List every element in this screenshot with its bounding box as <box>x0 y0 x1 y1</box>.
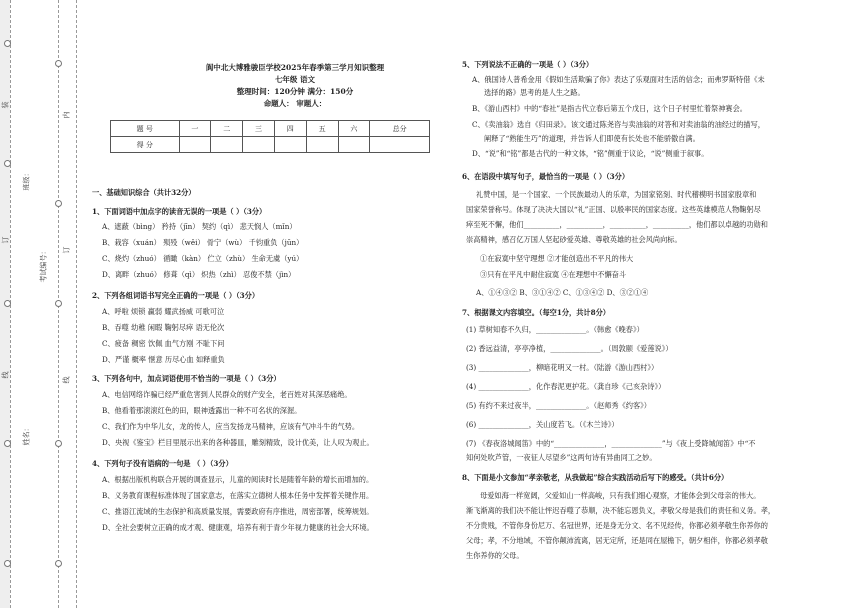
circle-mark <box>4 560 11 567</box>
question-stem: 2、下列各组词语书写完全正确的一项是（ ）（3分） <box>92 291 260 300</box>
sentence-choices: ①在寂寞中坚守理想 ②才能创造出不平凡的伟大 <box>480 254 634 263</box>
score-cell: 三 <box>243 121 275 137</box>
option-line: A、根据出版机构联合开展的调查显示，儿童的阅读时长是随着年龄的增长而增加的。 <box>102 475 374 484</box>
exam-title: 阆中北大博雅骏臣学校2025年春季第三学月知识整理 <box>205 63 385 72</box>
exam-number-field-label: 考试编号： <box>39 247 48 283</box>
passage-line: 崇高精神，感召亿万国人坚起砂爱英雄、尊敬英雄的社会风尚向标。 <box>466 235 682 244</box>
score-cell[interactable] <box>274 137 306 153</box>
passage-line: 生你养你的父母。 <box>466 551 524 560</box>
question-stem: 6、在语段中填写句子，最恰当的一项是（ ）（3分） <box>462 172 630 181</box>
option-line: A、呼啦 烦锁 赢弱 耀武扬威 可歌可泣 <box>102 307 225 316</box>
circle-mark <box>55 560 62 567</box>
option-line: A、遮蔽（bìng） 矜持（jīn） 契约（qì） 悲天悯人（mǐn） <box>102 222 297 231</box>
fill-line: (1) 草树知春不久归，______________。（韩愈《晚春》） <box>466 325 644 334</box>
passage-line: 礼赞中国，是一个国家、一个民族最动人的乐章，为国家铭刻、时代稽模明书国家殷章和 <box>476 190 757 199</box>
score-cell[interactable] <box>338 137 370 153</box>
score-cell[interactable] <box>243 137 275 153</box>
option-line: B、吞噬 幼稚 闲暇 鞠躬尽瘁 语无伦次 <box>102 323 225 332</box>
binding-mark: 内 <box>62 111 71 119</box>
fill-line: (3) ______________，柳暗花明又一村。（陆游《游山西村》） <box>466 363 659 372</box>
passage-line: 母爱如海一样宽阔，父爱如山一样高峻，只有我们细心观察，才能体会到父母亲的伟大。 <box>480 491 761 500</box>
score-cell[interactable] <box>179 137 211 153</box>
score-cell[interactable] <box>211 137 243 153</box>
option-line: C、烧灼（zhuó） 循瞰（kàn） 伫立（zhù） 生命无虞（yú） <box>102 254 304 263</box>
fill-line: (2) 香远益清，亭亭净植，______________。（周敦颐《爱莲说》） <box>466 344 673 353</box>
passage-line: 国家荣誉称号。体现了决决大国以“礼”正国、以殷率民的国家态度。这些英雄模范人物鞠躬尽 <box>466 205 761 214</box>
fill-line: (5) 有约不来过夜半，______________。（赵师秀《约客》） <box>466 401 651 410</box>
question-stem: 8、下面是小文参加“孝亲敬老，从我做起”综合实践活动后写下的感受。（共计6分） <box>462 473 729 482</box>
binding-mark: 线 <box>1 371 10 379</box>
question-stem: 5、下列说法不正确的一项是（ ）（3分） <box>462 60 594 69</box>
circle-mark <box>4 300 11 307</box>
option-line: B、他看着那滚滚红色的田，眼神透露出一种不可名状的深渥。 <box>102 406 302 415</box>
option-line: C、我们作为中华儿女，龙的传人，应当发扬龙马精神，应该有气冲斗牛的气势。 <box>102 422 360 431</box>
option-line: C、推语江流域的生态保护和高质量发展，需要政府有序推进，周密部署，统筹规划。 <box>102 507 374 516</box>
option-line: D、“说”和“铭”都是古代的一种文体，“铭”侧重于议论，“说”侧重于叙事。 <box>472 149 709 158</box>
circle-mark <box>55 300 62 307</box>
circle-mark <box>55 60 62 67</box>
option-line: 阐释了“熟能生巧”的道理，并告诉人们即使有长处也不能骄傲自满。 <box>484 134 700 143</box>
circle-mark <box>4 160 11 167</box>
name-field-label: 姓名： <box>22 424 31 446</box>
option-line: A、①④③② B、③①④② C、①③④② D、③②①④ <box>476 288 649 297</box>
option-line: A、电信网络诈骗已经严重危害到人民群众的财产安全，老百姓对其深恶痛绝。 <box>102 390 352 399</box>
question-stem: 4、下列句子没有语病的一句是 （ ）（3分） <box>92 459 233 468</box>
score-cell[interactable] <box>306 137 338 153</box>
section-heading: 一、基础知识综合（共计32分） <box>92 188 196 197</box>
grade-subject: 七年级 语文 <box>274 75 316 84</box>
option-line: 选择的路》思考的是人生之路。 <box>484 88 585 97</box>
author-line: 命题人： 审题人： <box>263 99 327 108</box>
fill-line: (6) ______________，关山度若飞。（《木兰诗》） <box>466 420 619 429</box>
binding-mark: 订 <box>1 236 10 244</box>
score-cell: 得 分 <box>111 137 180 153</box>
circle-mark <box>55 200 62 207</box>
option-line: D、全社会要树立正确的成才观、健康观，培养有利于青少年视力健康的社会大环境。 <box>102 523 374 532</box>
circle-mark <box>4 40 11 47</box>
option-line: A、俄国诗人普希金用《假如生活欺骗了你》表达了乐观面对生活的信念；而弗罗斯特借《未 <box>472 75 765 84</box>
fill-line: 知何处吹芦管，一夜征人尽望乡”这两句诗有异曲同工之妙。 <box>466 453 657 462</box>
circle-mark <box>55 440 62 447</box>
passage-line: 父母；孝，不分地域，不管你颠沛流离，居无定所，还是同在屋檐下，朝夕相伴，你都必须孝敬 <box>466 536 768 545</box>
binding-mark: 装 <box>1 101 10 109</box>
score-cell: 一 <box>179 121 211 137</box>
passage-line: 不分贵贱，不管你身份尼万、名冠世界，还是身无分文、名不见经传，你都必须孝敬生你养你的 <box>466 521 768 530</box>
score-cell: 总分 <box>370 121 430 137</box>
circle-mark <box>4 440 11 447</box>
score-header-row <box>111 121 430 137</box>
score-cell: 二 <box>211 121 243 137</box>
question-stem: 1、下面词语中加点字的读音无误的一项是（ ）（3分） <box>92 207 267 216</box>
score-table <box>110 120 430 153</box>
score-cell: 五 <box>306 121 338 137</box>
score-cell[interactable] <box>370 137 430 153</box>
cut-line-inner-2 <box>76 0 77 608</box>
fill-line: (7) 《春夜洛城闻笛》中的“______________，______________”与《夜上受降城闻笛》中“不 <box>466 439 756 448</box>
option-line: B、栽容（xuán） 殒殁（wěi） 骨宁（wù） 千钧重负（jūn） <box>102 238 304 247</box>
score-cell: 四 <box>274 121 306 137</box>
sentence-choices: ③只有在平凡中耐住寂寞 ④在理想中不懈奋斗 <box>480 270 627 279</box>
class-field-label: 班级： <box>22 169 31 191</box>
score-cell: 六 <box>338 121 370 137</box>
option-line: B、《游山西村》中的“春社”是指古代立春后第五个戊日，这个日子村里忙着祭神赛会。 <box>472 104 747 113</box>
exam-time-score: 整理时间：120分钟 满分：150分 <box>236 87 354 96</box>
option-line: C、《卖油翁》选自《归田录》。该文通过陈尧咨与卖油翁的对答和对卖油翁的油经过的描写， <box>472 120 765 129</box>
binding-mark: 线 <box>62 376 71 384</box>
question-stem: 7、根据课文内容填空。（每空1分，共计8分） <box>462 308 610 317</box>
option-line: D、严谨 概率 惬意 历尽心血 如释重负 <box>102 355 225 364</box>
score-cell: 题 号 <box>111 121 180 137</box>
option-line: D、央视《鉴宝》栏目里展示出来的各种器皿，雕刻精致，设计优美，让人叹为观止。 <box>102 438 374 447</box>
binding-mark: 订 <box>62 246 71 254</box>
option-line: D、离畔（zhuó） 修葺（qì） 炽热（zhì） 忍俊不禁（jìn） <box>102 270 296 279</box>
option-line: B、义务教育课程标准体现了国家意志，在落实立德树人根本任务中发挥着关键作用。 <box>102 491 374 500</box>
fill-line: (4) ______________，化作春泥更护花。（龚自珍《己亥杂诗》） <box>466 382 666 391</box>
score-value-row <box>111 137 430 153</box>
question-stem: 3、下列各句中，加点词语使用不恰当的一项是（ ）（3分） <box>92 374 281 383</box>
option-line: C、疲备 稠密 饮佩 血气方刚 不耻下问 <box>102 339 225 348</box>
passage-line: 瘁至死不懈，他们__________，__________，__________，__________，他们都以卓越的功勋和 <box>466 220 768 229</box>
binding-margin <box>0 0 88 608</box>
passage-line: 渐飞渐离的我们决不能让怦迟吞噬了恭顺，决不能忘恩负义，孝敬父母是我们的责任和义务。孝， <box>466 506 776 515</box>
